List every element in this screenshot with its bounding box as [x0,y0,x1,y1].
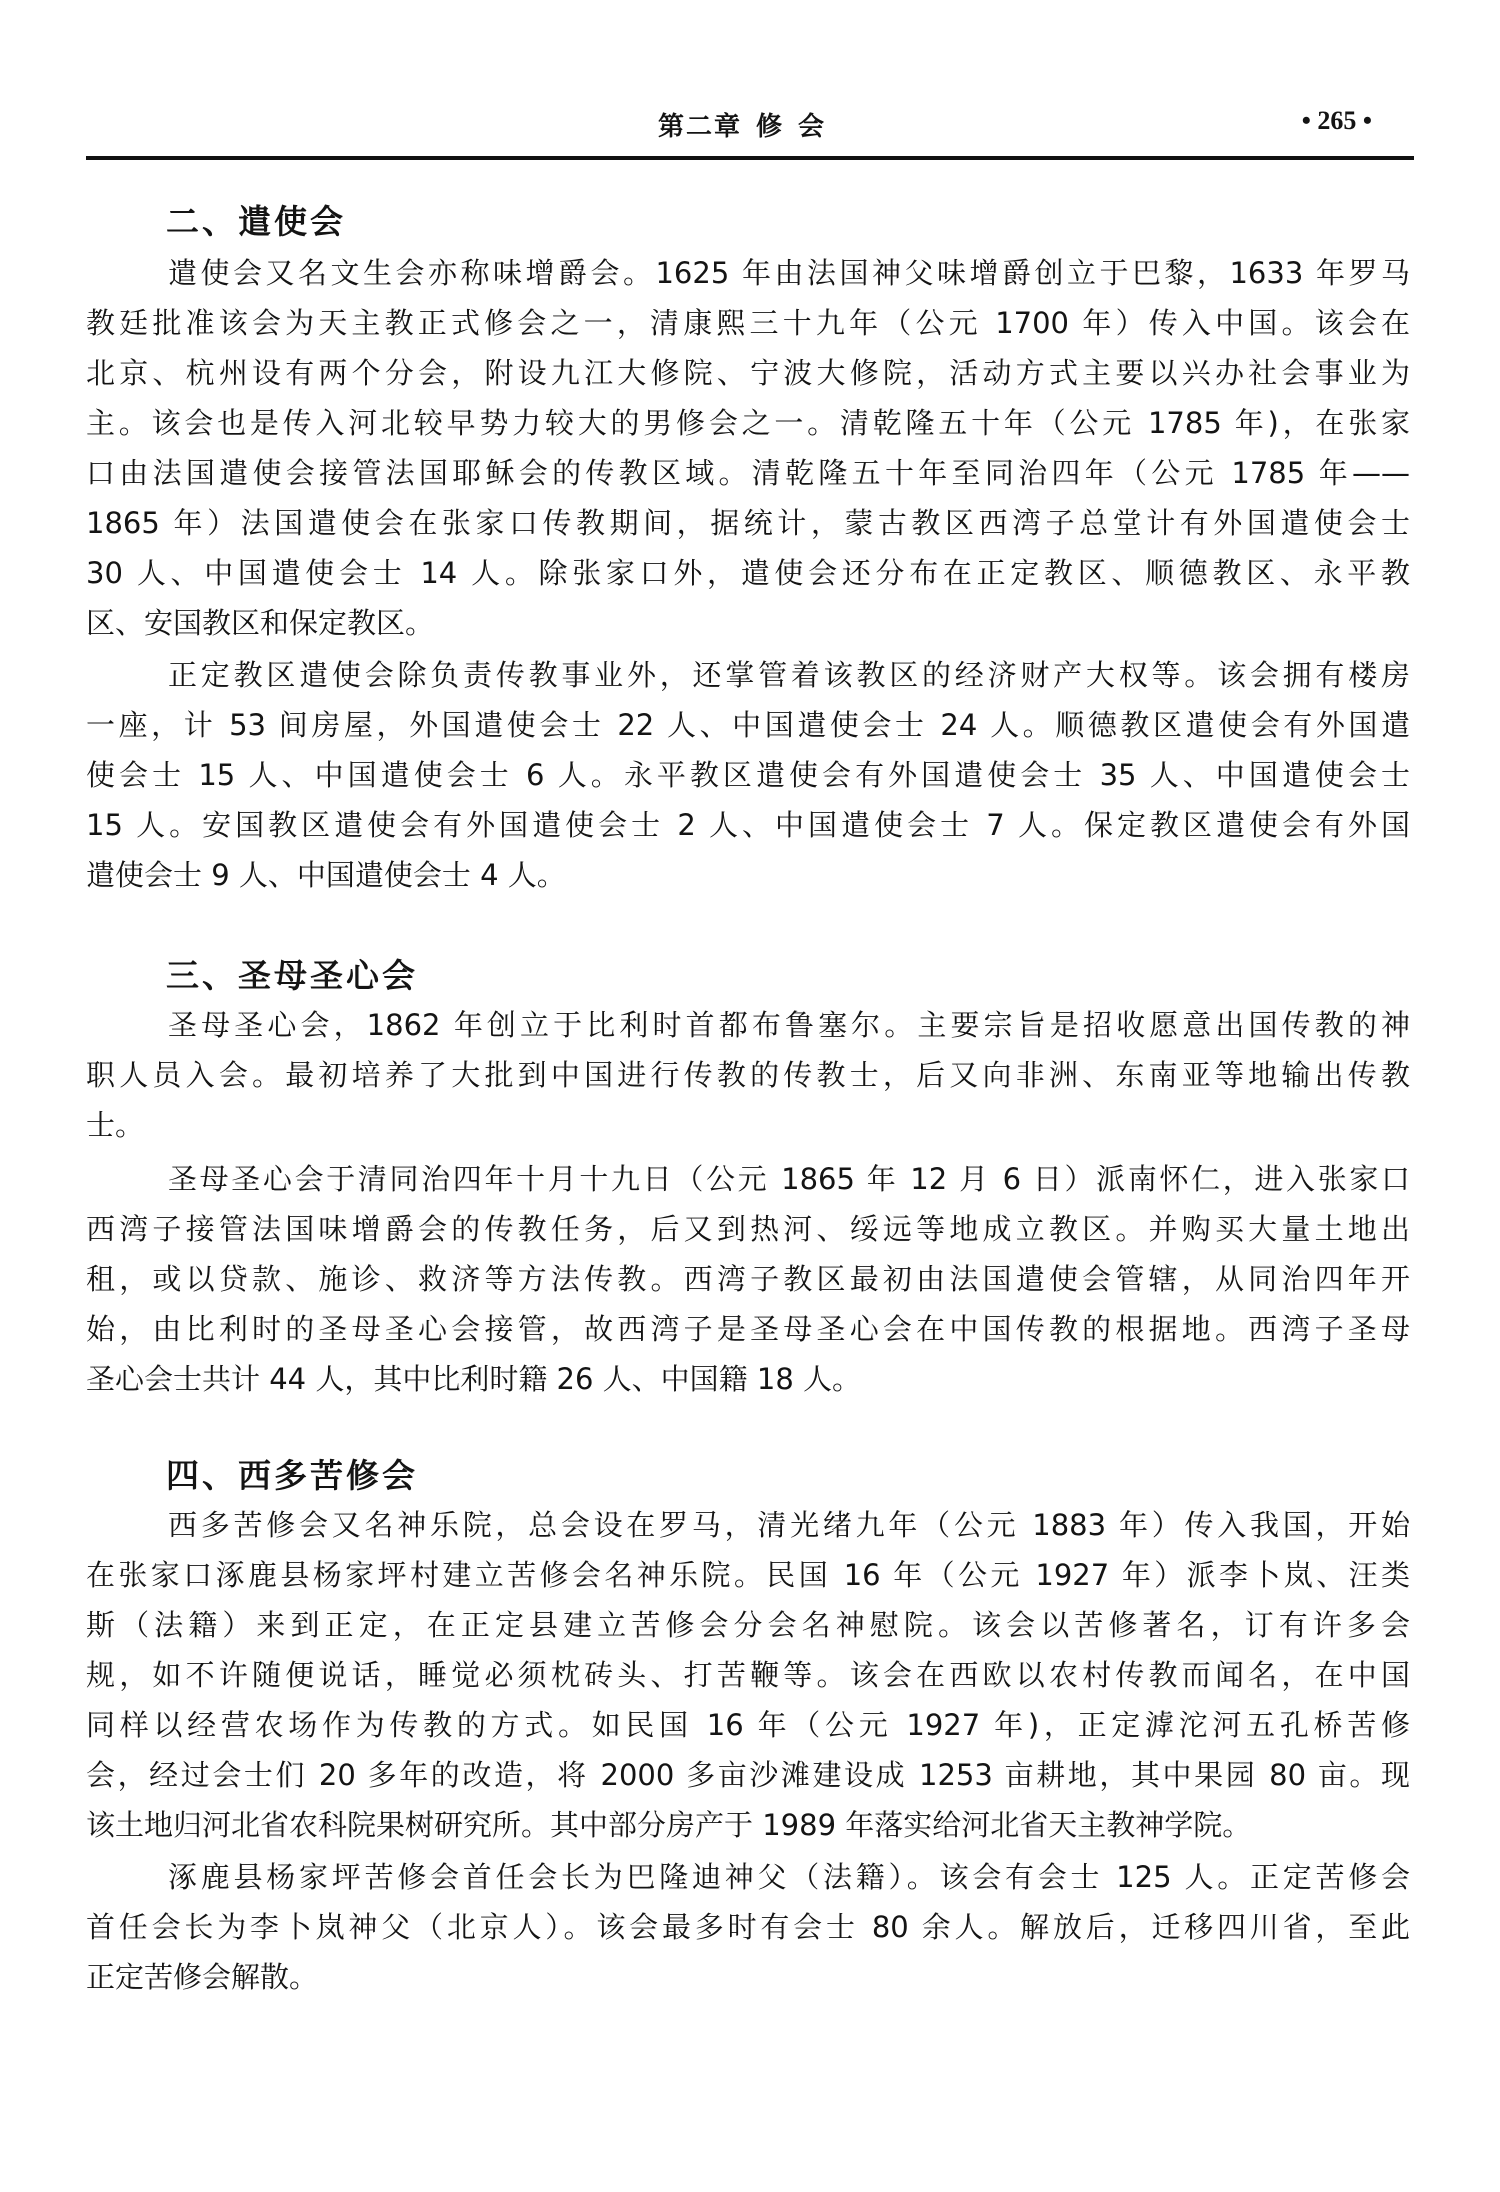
text-line: 西多苦修会又名神乐院，总会设在罗马，清光绪九年（公元 1883 年）传入我国，开始 [168,1508,1410,1542]
page-number: • 265 • [1301,106,1372,135]
text-line: 教廷批准该会为天主教正式修会之一，清康熙三十九年（公元 1700 年）传入中国。该会在 [86,306,1410,340]
text-line: 圣心会士共计 44 人，其中比利时籍 26 人、中国籍 18 人。 [86,1362,862,1396]
text-line: 西湾子接管法国味增爵会的传教任务，后又到热河、绥远等地成立教区。并购买大量土地出 [86,1212,1410,1246]
chapter-word-1: 修 [755,112,784,142]
section-title: 四、西多苦修会 [166,1456,418,1495]
header-rule [86,156,1414,160]
text-line: 口由法国遣使会接管法国耶稣会的传教区域。清乾隆五十年至同治四年（公元 1785 年—— [86,456,1410,490]
text-line: 租，或以贷款、施诊、救济等方法传教。西湾子教区最初由法国遣使会管辖，从同治四年开 [86,1262,1410,1296]
text-line: 士。 [86,1108,145,1142]
running-header [86,100,1412,144]
text-line: 正定苦修会解散。 [86,1960,319,1994]
text-line: 该土地归河北省农科院果树研究所。其中部分房产于 1989 年落实给河北省天主教神学院。 [86,1808,1252,1842]
text-line: 规，如不许随便说话，睡觉必须枕砖头、打苦鞭等。该会在西欧以农村传教而闻名，在中国 [86,1658,1410,1692]
text-line: 30 人、中国遣使会士 14 人。除张家口外，遣使会还分布在正定教区、顺德教区、永平教 [86,556,1410,590]
text-line: 区、安国教区和保定教区。 [86,606,435,640]
text-line: 遣使会又名文生会亦称味增爵会。1625 年由法国神父味增爵创立于巴黎，1633 年罗马 [168,256,1410,290]
text-line: 15 人。安国教区遣使会有外国遣使会士 2 人、中国遣使会士 7 人。保定教区遣使会有外国 [86,808,1410,842]
text-line: 正定教区遣使会除负责传教事业外，还掌管着该教区的经济财产大权等。该会拥有楼房 [168,658,1410,692]
text-line: 职人员入会。最初培养了大批到中国进行传教的传教士，后又向非洲、东南亚等地输出传教 [86,1058,1410,1092]
text-line: 主。该会也是传入河北较早势力较大的男修会之一。清乾隆五十年（公元 1785 年)，在张家 [86,406,1410,440]
text-line: 同样以经营农场作为传教的方式。如民国 16 年（公元 1927 年)，正定滹沱河五孔桥苦修 [86,1708,1410,1742]
text-line: 始，由比利时的圣母圣心会接管，故西湾子是圣母圣心会在中国传教的根据地。西湾子圣母 [86,1312,1410,1346]
chapter-title [86,106,1412,143]
text-line: 遣使会士 9 人、中国遣使会士 4 人。 [86,858,566,892]
chapter-prefix: 第二章 [657,112,742,142]
text-line: 圣母圣心会于清同治四年十月十九日（公元 1865 年 12 月 6 日）派南怀仁，进入张家口 [168,1162,1410,1196]
text-line: 首任会长为李卜岚神父（北京人）。该会最多时有会士 80 余人。解放后，迁移四川省，至此 [86,1910,1410,1944]
text-line: 北京、杭州设有两个分会，附设九江大修院、宁波大修院，活动方式主要以兴办社会事业为 [86,356,1410,390]
chapter-word-2: 会 [798,112,827,142]
text-line: 涿鹿县杨家坪苦修会首任会长为巴隆迪神父（法籍）。该会有会士 125 人。正定苦修会 [168,1860,1410,1894]
text-line: 使会士 15 人、中国遣使会士 6 人。永平教区遣使会有外国遣使会士 35 人、中国遣使会士 [86,758,1410,792]
text-line: 一座，计 53 间房屋，外国遣使会士 22 人、中国遣使会士 24 人。顺德教区遣使会有外国遣 [86,708,1410,742]
section-title: 二、遣使会 [166,202,346,241]
text-line: 1865 年）法国遣使会在张家口传教期间，据统计，蒙古教区西湾子总堂计有外国遣使会士 [86,506,1410,540]
section-title: 三、圣母圣心会 [166,956,418,995]
text-line: 会，经过会士们 20 多年的改造，将 2000 多亩沙滩建设成 1253 亩耕地，其中果园 80 亩。现 [86,1758,1410,1792]
text-line: 圣母圣心会，1862 年创立于比利时首都布鲁塞尔。主要宗旨是招收愿意出国传教的神 [168,1008,1410,1042]
text-line: 在张家口涿鹿县杨家坪村建立苦修会名神乐院。民国 16 年（公元 1927 年）派李卜岚、汪类 [86,1558,1410,1592]
text-line: 斯（法籍）来到正定，在正定县建立苦修会分会名神慰院。该会以苦修著名，订有许多会 [86,1608,1410,1642]
